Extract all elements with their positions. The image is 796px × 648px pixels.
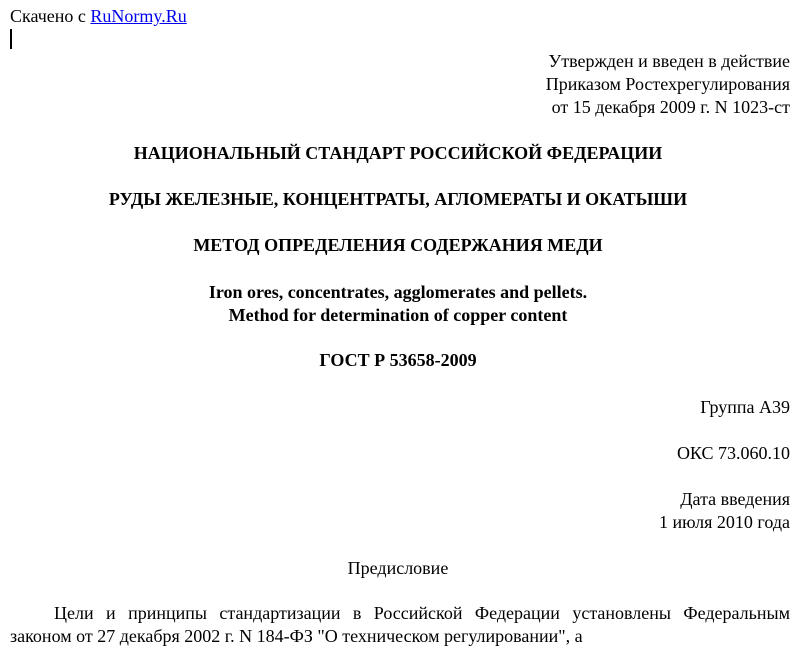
method-heading: МЕТОД ОПРЕДЕЛЕНИЯ СОДЕРЖАНИЯ МЕДИ [193,235,603,255]
source-link[interactable]: RuNormy.Ru [90,6,187,26]
introduction-date-label: Дата введения [680,489,790,509]
text-cursor [10,29,12,49]
english-title-line-1: Iron ores, concentrates, agglomerates and pellets. [208,282,588,302]
approval-line-2: Приказом Ростехрегулирования [545,74,790,94]
approval-line-1: Утвержден и введен в действие [548,51,790,71]
english-title [0,281,796,327]
source-prefix: Скачено с [10,6,91,26]
approval-block [546,50,790,119]
group-code: Группа А39 [700,397,790,417]
oks-code: ОКС 73.060.10 [676,443,790,463]
preface-title: Предисловие [347,558,449,578]
gost-number: ГОСТ Р 53658-2009 [319,350,477,370]
approval-line-3: от 15 декабря 2009 г. N 1023-ст [551,97,790,117]
subject-heading: РУДЫ ЖЕЛЕЗНЫЕ, КОНЦЕНТРАТЫ, АГЛОМЕРАТЫ И ОКАТЫШИ [108,189,688,209]
introduction-date-value: 1 июля 2010 года [659,512,790,532]
preface-paragraph: Цели и принципы стандартизации в Российской Федерации установлены Федеральным законом от 27 декабря 2002 г. N 184-ФЗ "О техническом регулировании", а [10,603,790,646]
source-line [10,5,187,28]
standard-heading: НАЦИОНАЛЬНЫЙ СТАНДАРТ РОССИЙСКОЙ ФЕДЕРАЦИИ [133,143,663,163]
english-title-line-2: Method for determination of copper content [228,305,568,325]
introduction-date-block [659,488,790,534]
